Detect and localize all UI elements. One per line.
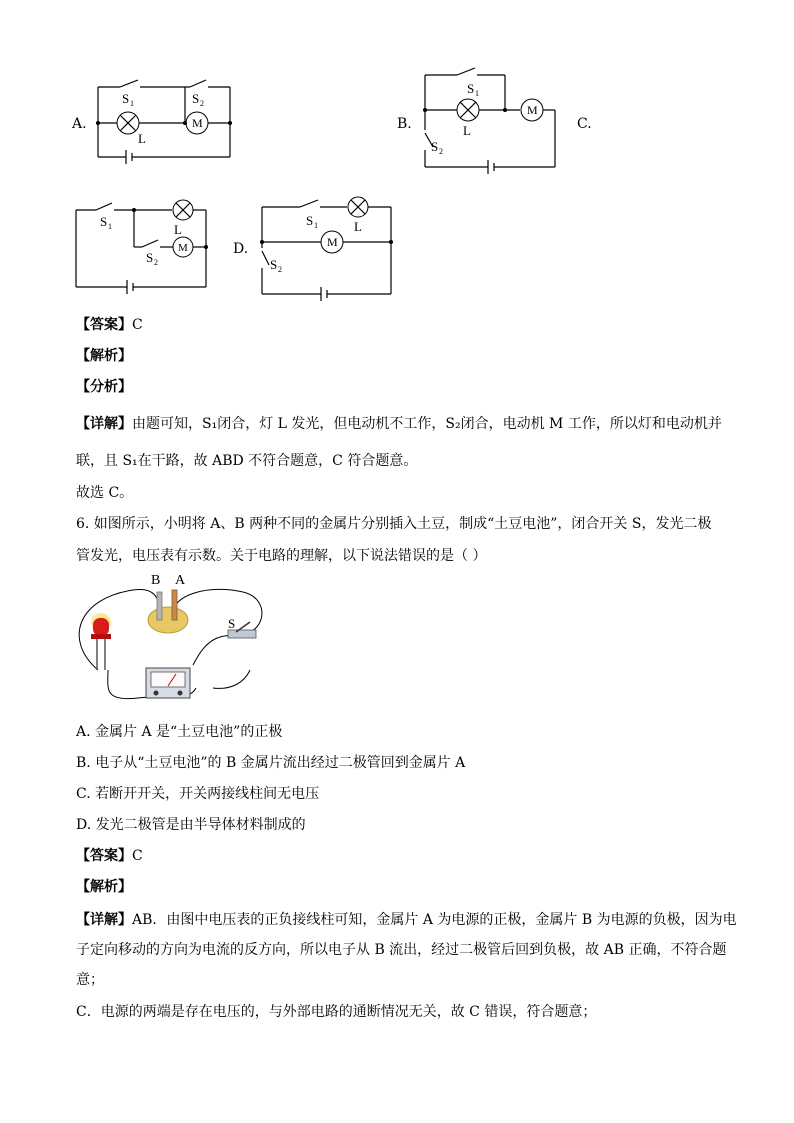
s2-label: S bbox=[192, 91, 200, 106]
q5-answer-value: C bbox=[132, 317, 143, 333]
svg-text:S: S bbox=[306, 213, 314, 228]
svg-text:S: S bbox=[270, 257, 278, 272]
svg-text:M: M bbox=[178, 242, 188, 254]
circuit-d-diagram bbox=[255, 192, 400, 302]
svg-text:S: S bbox=[467, 81, 475, 96]
svg-text:L: L bbox=[174, 222, 182, 237]
s1-label: S bbox=[122, 91, 130, 106]
svg-text:S: S bbox=[100, 214, 108, 229]
svg-text:1: 1 bbox=[108, 222, 112, 231]
svg-text:1: 1 bbox=[314, 221, 318, 230]
option-d-label: D. bbox=[233, 241, 249, 257]
svg-text:2: 2 bbox=[278, 265, 282, 274]
option-a-label: A. bbox=[72, 116, 87, 132]
svg-text:2: 2 bbox=[154, 258, 158, 267]
circuit-b-diagram bbox=[415, 65, 565, 175]
circuit-c-diagram bbox=[70, 195, 215, 300]
q6-option-d: D. 发光二极管是由半导体材料制成的 bbox=[76, 817, 306, 833]
q6-detail-label: 【详解】 bbox=[76, 912, 132, 928]
q6-option-c: C. 若断开开关，开关两接线柱间无电压 bbox=[76, 786, 320, 802]
q5-conclusion: 故选 C。 bbox=[76, 485, 134, 501]
q6-stem-line2: 管发光，电压表有示数。关于电路的理解，以下说法错误的是（ ） bbox=[76, 548, 487, 564]
q5-answer-label: 【答案】 bbox=[76, 317, 132, 333]
q5-answer bbox=[76, 315, 143, 335]
option-c-label: C. bbox=[577, 116, 592, 132]
q6-answer bbox=[76, 846, 143, 866]
q5-detail-line2: 联，且 S₁在干路，故 ABD 不符合题意，C 符合题意。 bbox=[76, 453, 418, 469]
svg-text:M: M bbox=[527, 103, 538, 117]
svg-text:1: 1 bbox=[475, 89, 479, 98]
option-b-label: B. bbox=[397, 116, 412, 132]
q5-detail-line1: 【详解】由题可知，S₁闭合，灯 L 发光，但电动机不工作，S₂闭合，电动机 M 工作，所以灯和电动机并 bbox=[76, 416, 722, 432]
label-s: S bbox=[228, 616, 236, 631]
q6-option-a: A. 金属片 A 是“土豆电池”的正极 bbox=[76, 724, 283, 740]
q6-detail-line3: 意； bbox=[76, 972, 104, 988]
q6-answer-value: C bbox=[132, 848, 143, 864]
q5-analysis-label: 【解析】 bbox=[76, 348, 132, 364]
q6-stem-line1: 6. 如图所示，小明将 A、B 两种不同的金属片分别插入土豆，制成“土豆电池”，闭合开关 S，发光二极 bbox=[76, 516, 712, 532]
q6-analysis-label: 【解析】 bbox=[76, 879, 132, 895]
svg-text:S: S bbox=[431, 139, 439, 154]
svg-text:2: 2 bbox=[439, 147, 443, 156]
potato-battery-figure bbox=[68, 570, 283, 715]
svg-text:S: S bbox=[146, 250, 154, 265]
svg-text:1: 1 bbox=[130, 99, 134, 108]
motor-label: M bbox=[192, 116, 203, 130]
q5-fenxi-label: 【分析】 bbox=[76, 379, 132, 395]
svg-text:2: 2 bbox=[200, 99, 204, 108]
lamp-label: L bbox=[138, 131, 146, 146]
q5-detail-label: 【详解】 bbox=[76, 416, 132, 432]
q6-option-b: B. 电子从“土豆电池”的 B 金属片流出经过二极管回到金属片 A bbox=[76, 755, 466, 771]
q6-detail-line1: 【详解】AB．由图中电压表的正负接线柱可知，金属片 A 为电源的正极，金属片 B 为电源的负极，因为电 bbox=[76, 912, 737, 928]
q6-detail-line2: 子定向移动的方向为电流的反方向，所以电子从 B 流出，经过二极管后回到负极，故 AB 正确，不符合题 bbox=[76, 942, 727, 958]
svg-text:M: M bbox=[327, 235, 338, 249]
svg-text:L: L bbox=[354, 219, 362, 234]
q6-answer-label: 【答案】 bbox=[76, 848, 132, 864]
label-b: B bbox=[151, 573, 161, 588]
circuit-a-diagram bbox=[90, 75, 240, 170]
label-a: A bbox=[175, 573, 186, 588]
svg-text:L: L bbox=[463, 123, 471, 138]
q6-detail-line4: C．电源的两端是存在电压的，与外部电路的通断情况无关，故 C 错误，符合题意； bbox=[76, 1004, 597, 1020]
